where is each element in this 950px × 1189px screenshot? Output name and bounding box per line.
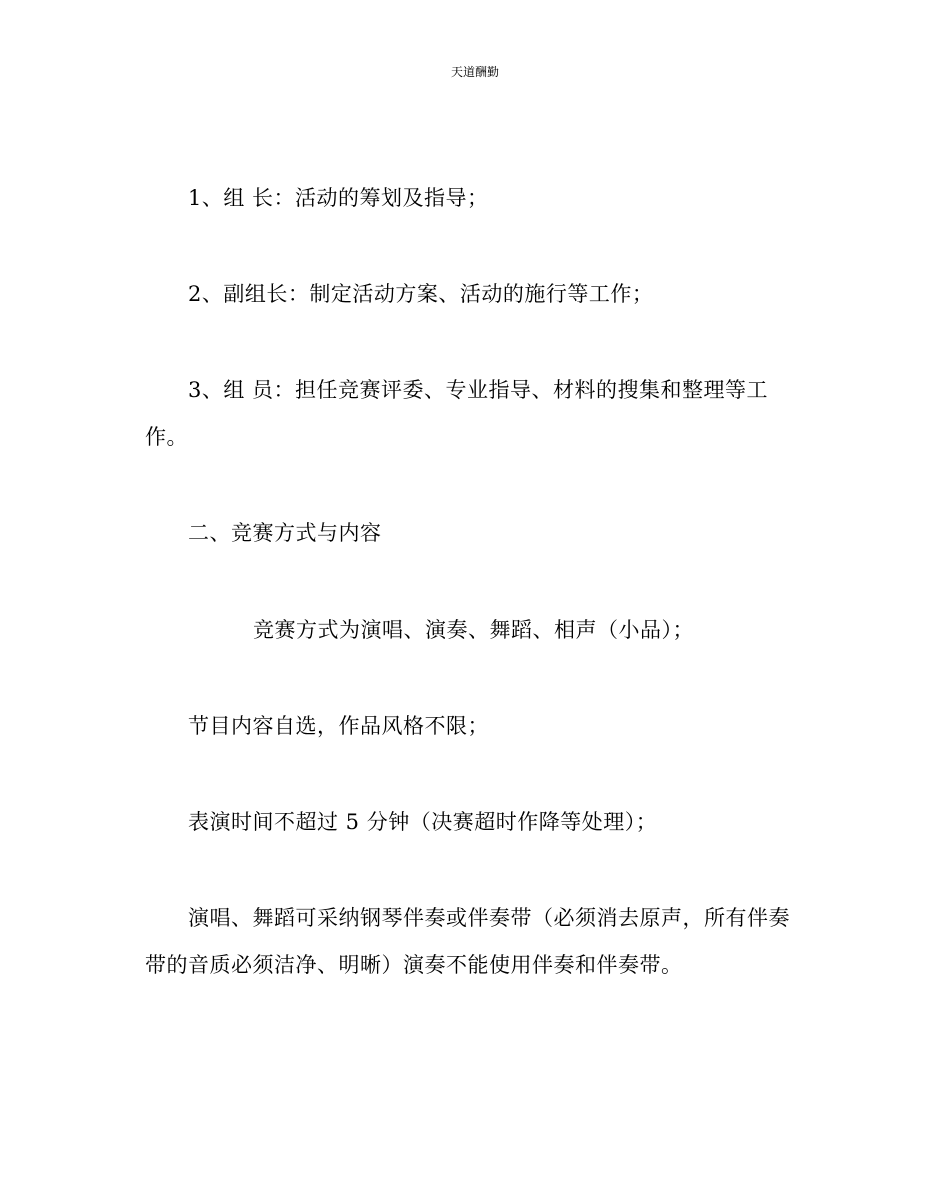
text-line-accompaniment: 演唱、舞蹈可采纳钢琴伴奏或伴奏带（必须消去原声，所有伴奏	[188, 906, 790, 930]
text-line-leader: 1、组 长：活动的筹划及指导；	[188, 186, 489, 210]
section-heading: 二、竞赛方式与内容	[188, 521, 382, 545]
text-line-time-limit: 表演时间不超过 5 分钟（决赛超时作降等处理）；	[188, 810, 658, 834]
text-line-program-content: 节目内容自选，作品风格不限；	[188, 714, 489, 738]
text-line-members: 3、组 员：担任竞赛评委、专业指导、材料的搜集和整理等工	[188, 378, 769, 402]
text-line-members-cont: 作。	[145, 425, 188, 449]
page-header: 天道酬勤	[450, 65, 499, 79]
text-line-accompaniment-cont: 带的音质必须洁净、明晰）演奏不能使用伴奏和伴奏带。	[145, 953, 683, 977]
text-line-deputy-leader: 2、副组长：制定活动方案、活动的施行等工作；	[188, 282, 654, 306]
text-line-competition-forms: 竞赛方式为演唱、演奏、舞蹈、相声（小品）；	[253, 618, 694, 642]
